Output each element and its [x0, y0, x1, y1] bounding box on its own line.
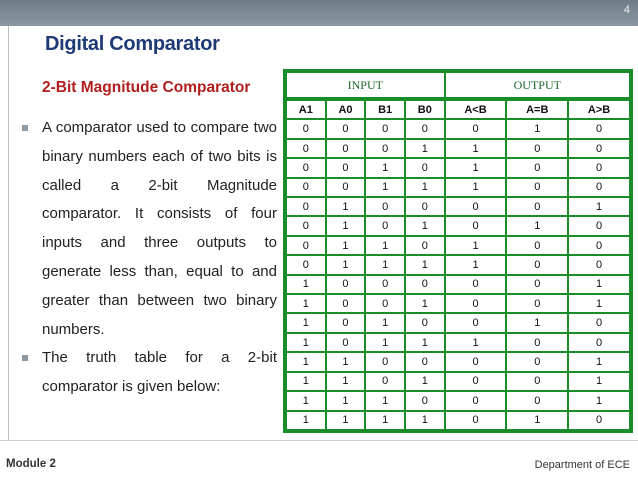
table-cell: 0: [406, 159, 444, 176]
table-cell: 1: [327, 237, 365, 254]
table-cell: 0: [446, 392, 506, 409]
output-group-label: OUTPUT: [446, 73, 629, 99]
table-cell: 0: [569, 256, 629, 273]
table-cell: 0: [327, 140, 365, 157]
table-cell: 0: [327, 295, 365, 312]
table-row: [287, 140, 629, 157]
table-cell: 0: [287, 159, 325, 176]
table-cell: 0: [446, 353, 506, 370]
table-cell: 0: [366, 353, 404, 370]
column-header-row: [287, 101, 629, 118]
table-cell: 0: [569, 412, 629, 430]
table-cell: 1: [446, 140, 506, 157]
table-cell: 0: [406, 276, 444, 293]
table-cell: 0: [406, 392, 444, 409]
table-cell: 1: [507, 314, 567, 331]
table-row: [287, 198, 629, 215]
table-cell: 1: [406, 295, 444, 312]
column-header: B0: [406, 101, 444, 118]
column-header: A1: [287, 101, 325, 118]
table-cell: 1: [366, 256, 404, 273]
table-cell: 1: [406, 179, 444, 196]
table-cell: 0: [569, 217, 629, 234]
table-row: [287, 179, 629, 196]
top-band: [0, 0, 638, 26]
table-row: [287, 159, 629, 176]
left-rule: [8, 26, 9, 440]
table-cell: 0: [287, 237, 325, 254]
table-cell: 1: [287, 334, 325, 351]
footer-divider: [0, 440, 638, 441]
column-header: A0: [327, 101, 365, 118]
footer-department: Department of ECE: [534, 459, 630, 471]
table-row: [287, 295, 629, 312]
table-cell: 0: [366, 373, 404, 390]
table-row: [287, 353, 629, 370]
table-cell: 0: [507, 140, 567, 157]
table-cell: 1: [507, 120, 567, 137]
table-cell: 0: [507, 295, 567, 312]
table-cell: 0: [366, 198, 404, 215]
table-cell: 0: [287, 120, 325, 137]
table-cell: 0: [287, 198, 325, 215]
slide-subtitle: 2-Bit Magnitude Comparator: [42, 79, 251, 96]
table-cell: 1: [327, 353, 365, 370]
column-header: B1: [366, 101, 404, 118]
table-cell: 1: [366, 314, 404, 331]
table-cell: 0: [406, 198, 444, 215]
slide-number: 4: [623, 4, 630, 16]
table-cell: 0: [406, 120, 444, 137]
table-row: [287, 392, 629, 409]
table-cell: 1: [406, 256, 444, 273]
truth-table-frame: [283, 69, 633, 433]
table-cell: 1: [287, 353, 325, 370]
bullet-text: The truth table for a 2-bit comparator is given below:: [42, 349, 277, 396]
table-row: [287, 373, 629, 390]
table-cell: 1: [569, 373, 629, 390]
column-header: A>B: [569, 101, 629, 118]
table-cell: 0: [366, 140, 404, 157]
table-cell: 1: [569, 353, 629, 370]
bullet-square-icon: [22, 125, 28, 131]
table-cell: 0: [507, 198, 567, 215]
table-cell: 0: [287, 140, 325, 157]
slide-title: Digital Comparator: [45, 33, 220, 55]
table-cell: 1: [327, 392, 365, 409]
column-header: A<B: [446, 101, 506, 118]
table-cell: 0: [327, 314, 365, 331]
bullet-text: A comparator used to compare two binary numbers each of two bits is called a 2-bit Magnitude comparator. It consists of four inputs and three outputs to generate less than, equal to and greater than between two binary numbers.: [42, 119, 277, 338]
table-cell: 1: [366, 237, 404, 254]
footer-module: Module 2: [6, 458, 56, 470]
table-cell: 1: [366, 159, 404, 176]
table-cell: 0: [446, 295, 506, 312]
table-cell: 1: [287, 314, 325, 331]
table-cell: 0: [446, 198, 506, 215]
table-cell: 0: [569, 334, 629, 351]
table-cell: 0: [446, 314, 506, 331]
table-cell: 0: [366, 120, 404, 137]
table-cell: 0: [446, 373, 506, 390]
table-cell: 0: [327, 120, 365, 137]
table-cell: 0: [569, 179, 629, 196]
table-cell: 1: [287, 392, 325, 409]
table-cell: 1: [569, 392, 629, 409]
table-row: [287, 217, 629, 234]
table-cell: 0: [507, 179, 567, 196]
table-cell: 0: [366, 295, 404, 312]
table-cell: 1: [327, 198, 365, 215]
table-cell: 1: [446, 256, 506, 273]
table-cell: 0: [507, 334, 567, 351]
table-cell: 1: [406, 334, 444, 351]
table-row: [287, 334, 629, 351]
table-cell: 0: [507, 159, 567, 176]
table-cell: 1: [569, 198, 629, 215]
table-cell: 0: [507, 353, 567, 370]
table-cell: 1: [446, 159, 506, 176]
table-cell: 1: [327, 217, 365, 234]
table-cell: 0: [327, 276, 365, 293]
table-cell: 0: [569, 159, 629, 176]
table-cell: 0: [366, 217, 404, 234]
group-header-row: [287, 73, 629, 99]
table-cell: 1: [406, 217, 444, 234]
table-cell: 1: [327, 256, 365, 273]
table-row: [287, 412, 629, 430]
table-cell: 1: [287, 373, 325, 390]
bullet-square-icon: [22, 355, 28, 361]
table-cell: 1: [366, 392, 404, 409]
table-row: [287, 256, 629, 273]
table-cell: 0: [446, 276, 506, 293]
table-cell: 0: [507, 256, 567, 273]
table-cell: 1: [287, 276, 325, 293]
table-cell: 1: [446, 334, 506, 351]
table-cell: 0: [569, 237, 629, 254]
table-cell: 0: [446, 412, 506, 430]
table-cell: 0: [446, 217, 506, 234]
truth-table: [285, 71, 631, 431]
table-cell: 1: [406, 373, 444, 390]
table-cell: 0: [327, 179, 365, 196]
table-cell: 0: [507, 237, 567, 254]
table-cell: 0: [327, 334, 365, 351]
bullet-item: [22, 344, 277, 402]
table-cell: 1: [366, 179, 404, 196]
table-cell: 1: [406, 412, 444, 430]
input-group-label: INPUT: [287, 73, 444, 99]
table-cell: 0: [446, 120, 506, 137]
bullet-item: [22, 114, 277, 344]
table-cell: 0: [507, 392, 567, 409]
table-cell: 1: [287, 295, 325, 312]
table-cell: 0: [406, 237, 444, 254]
table-cell: 1: [446, 179, 506, 196]
table-cell: 0: [507, 373, 567, 390]
table-cell: 0: [287, 179, 325, 196]
table-cell: 0: [569, 140, 629, 157]
table-cell: 1: [406, 140, 444, 157]
table-cell: 1: [287, 412, 325, 430]
bullet-list: [22, 114, 277, 402]
table-cell: 0: [507, 276, 567, 293]
table-cell: 0: [287, 256, 325, 273]
table-cell: 1: [327, 412, 365, 430]
table-row: [287, 120, 629, 137]
table-cell: 1: [569, 276, 629, 293]
table-cell: 0: [366, 276, 404, 293]
table-cell: 1: [327, 373, 365, 390]
table-cell: 0: [406, 314, 444, 331]
table-cell: 0: [327, 159, 365, 176]
table-cell: 0: [569, 120, 629, 137]
table-row: [287, 276, 629, 293]
table-cell: 1: [507, 412, 567, 430]
table-cell: 1: [507, 217, 567, 234]
table-row: [287, 237, 629, 254]
table-cell: 1: [366, 412, 404, 430]
table-cell: 0: [287, 217, 325, 234]
table-cell: 1: [366, 334, 404, 351]
column-header: A=B: [507, 101, 567, 118]
table-cell: 0: [569, 314, 629, 331]
table-cell: 1: [446, 237, 506, 254]
table-row: [287, 314, 629, 331]
table-cell: 0: [406, 353, 444, 370]
table-cell: 1: [569, 295, 629, 312]
